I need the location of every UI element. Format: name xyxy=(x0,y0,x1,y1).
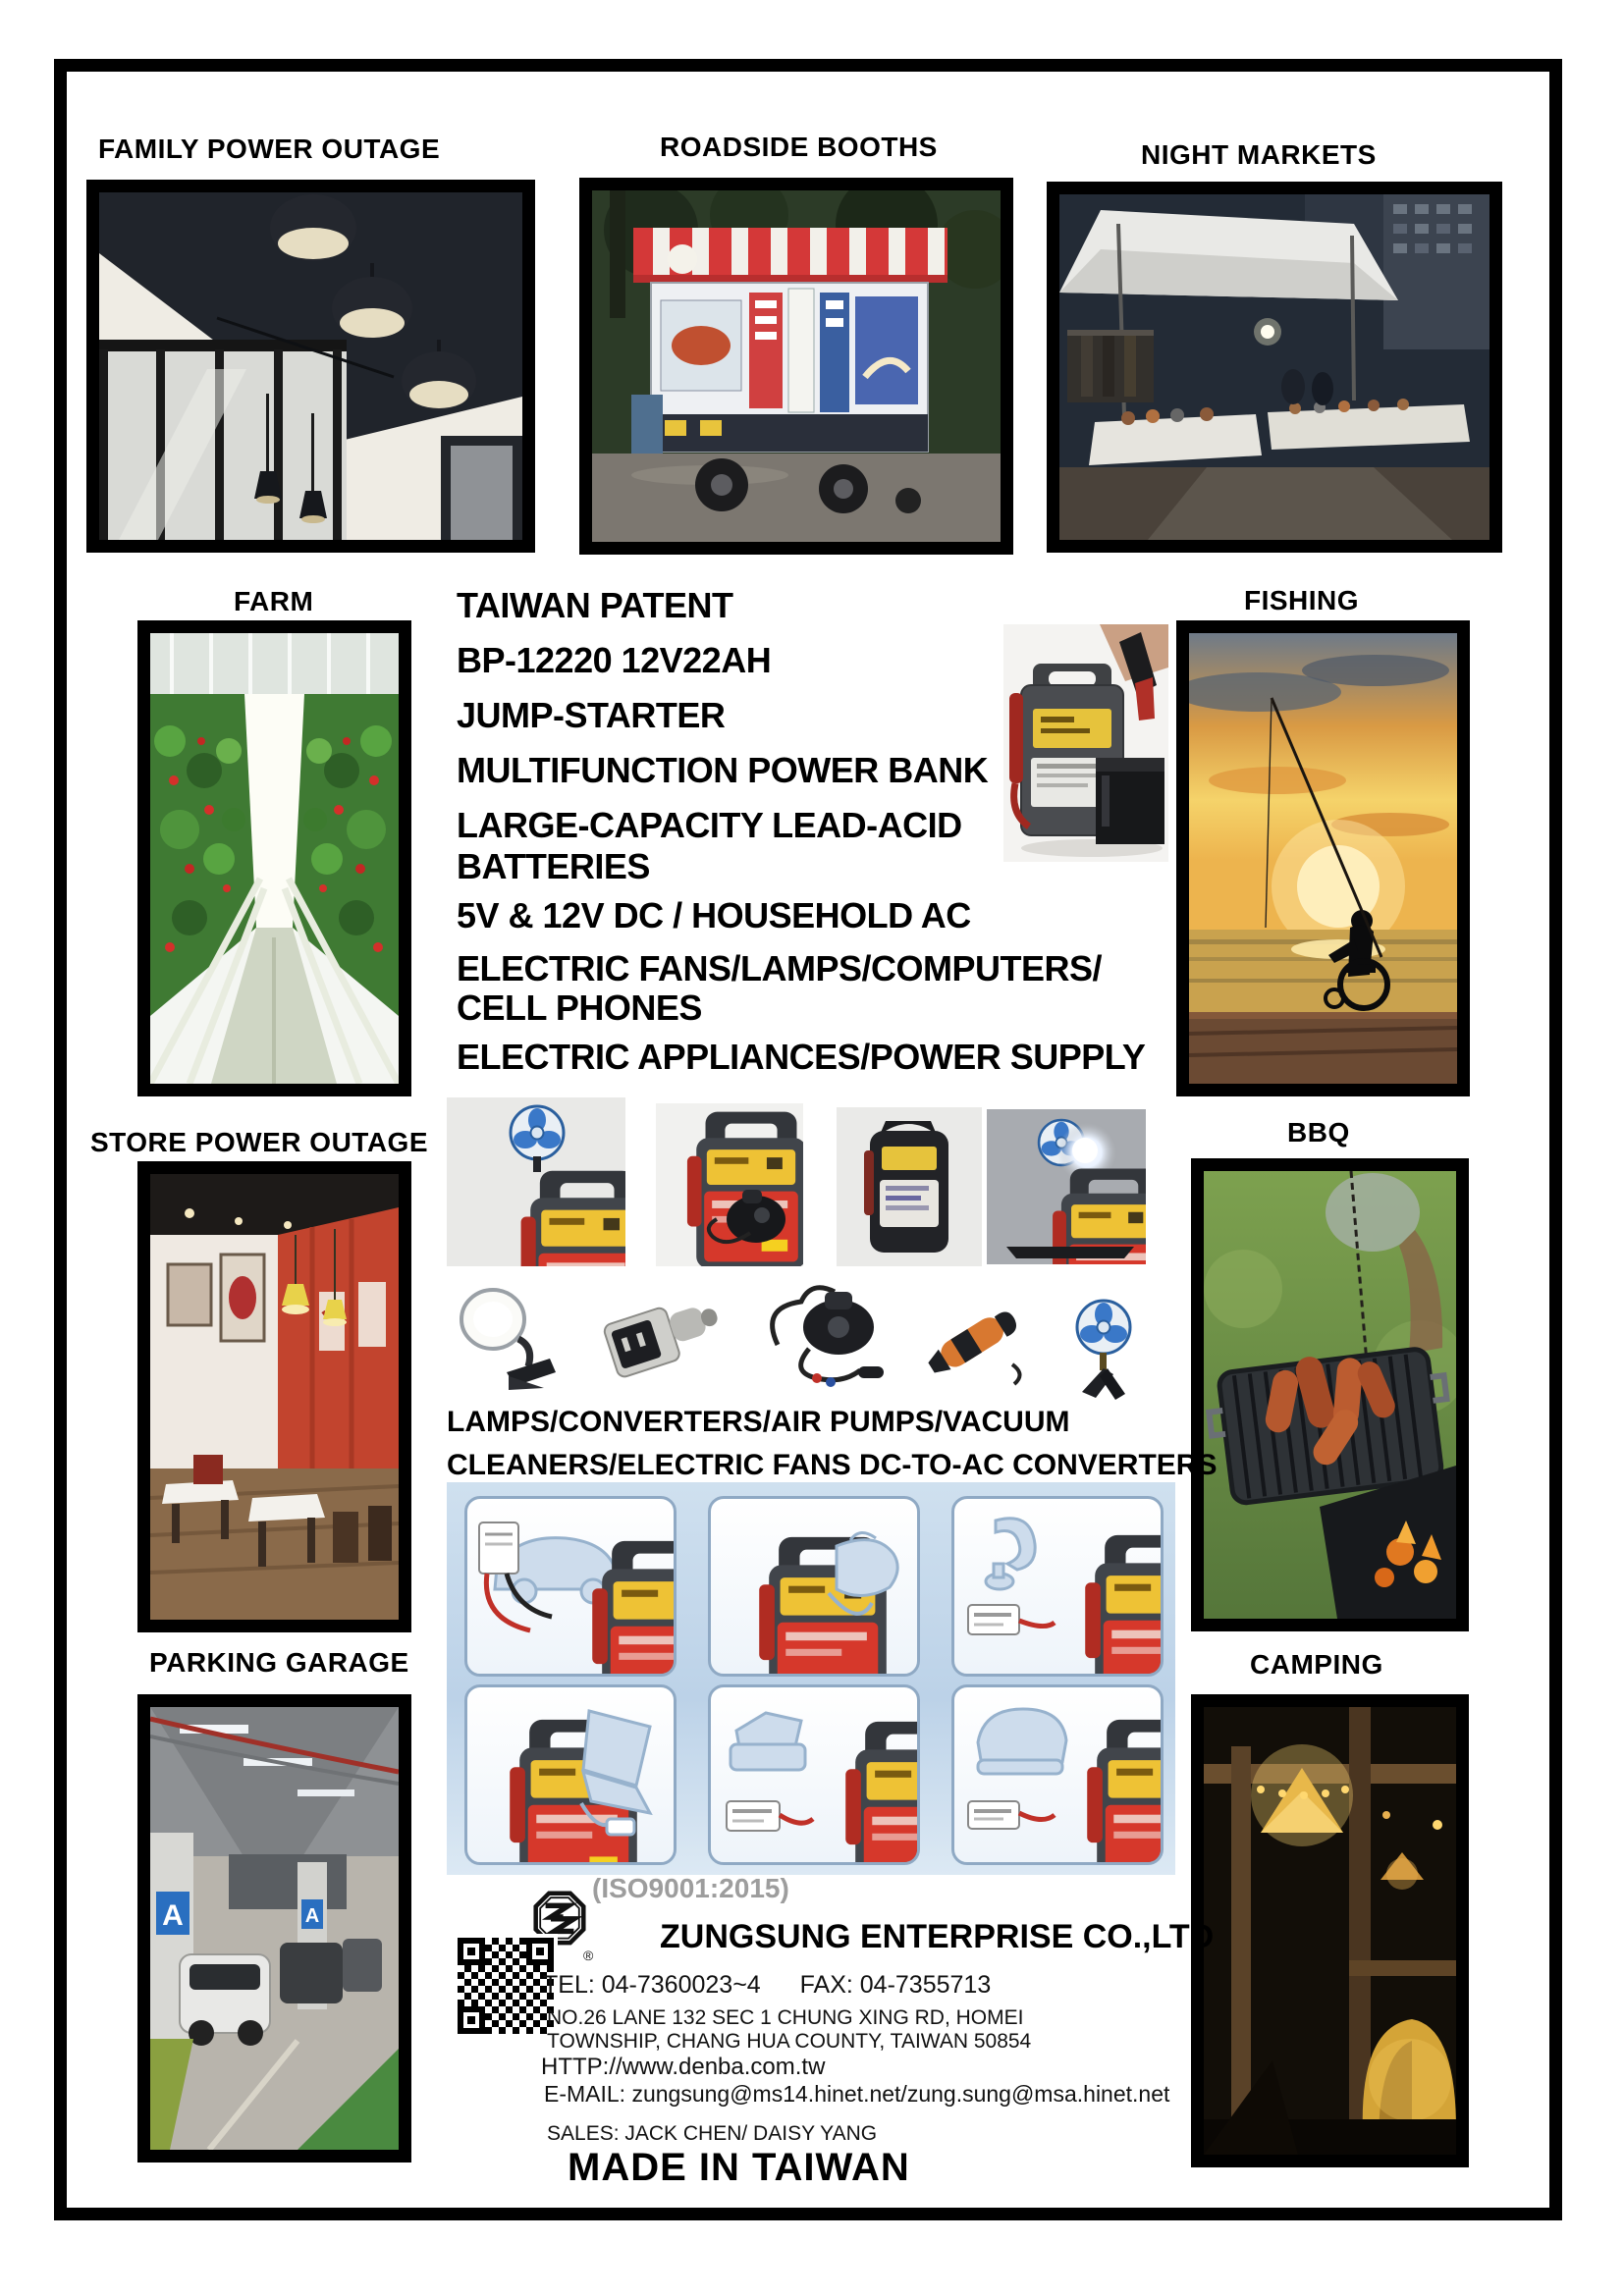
roadside-booths-photo xyxy=(579,178,1013,555)
clothes-rack xyxy=(1067,330,1154,402)
feature-fans-lamps: ELECTRIC FANS/LAMPS/COMPUTERS/ xyxy=(457,948,1103,988)
night-markets-illustration xyxy=(1059,194,1489,540)
product-fan-light-battery-photo xyxy=(987,1109,1146,1264)
label-parking-garage: PARKING GARAGE xyxy=(149,1647,409,1678)
phone-row xyxy=(543,1971,991,2000)
clip-fan-illustration xyxy=(1058,1298,1149,1400)
converter-box xyxy=(968,1801,1019,1829)
external-battery xyxy=(1096,758,1164,844)
diagram-panel-desk-lamp xyxy=(951,1496,1164,1677)
desk-lamp-usage-illustration xyxy=(954,1499,1161,1674)
store-power-outage-photo xyxy=(137,1161,411,1632)
laptop-usage-illustration xyxy=(467,1687,674,1862)
bbq-photo xyxy=(1191,1158,1469,1631)
jump-starter-illustration xyxy=(1003,624,1168,862)
camping-illustration xyxy=(1204,1707,1456,2155)
clip-lamp-illustration xyxy=(450,1282,566,1392)
white-suv xyxy=(180,1954,270,2046)
shopper-silhouette xyxy=(1281,369,1305,404)
website-url: HTTP://www.denba.com.tw xyxy=(541,2054,826,2080)
sales-contacts: SALES: JACK CHEN/ DAISY YANG xyxy=(547,2122,878,2145)
diagram-panel-printer xyxy=(708,1684,920,1865)
night-markets-photo xyxy=(1047,182,1502,553)
back-wall xyxy=(229,1854,347,1909)
diagram-panel-car-jumpstart xyxy=(464,1496,677,1677)
roadside-booths-illustration xyxy=(592,190,1001,542)
parking-zone-sign-2: A xyxy=(304,1905,320,1927)
accessories-caption-line1: LAMPS/CONVERTERS/AIR PUMPS/VACUUM xyxy=(447,1406,1070,1438)
awning-sign xyxy=(668,244,697,274)
ghost-printer xyxy=(731,1713,805,1770)
ghost-cooker xyxy=(978,1709,1066,1774)
qr-finder-tl xyxy=(458,1938,485,1965)
address-line2: TOWNSHIP, CHANG HUA COUNTY, TAIWAN 50854 xyxy=(547,2030,1032,2053)
usage-diagram xyxy=(447,1482,1175,1875)
family-power-outage-photo xyxy=(86,180,535,553)
red-chair xyxy=(193,1455,223,1484)
parking-zone-sign: A xyxy=(162,1899,184,1932)
product-airpump-battery-photo xyxy=(656,1103,803,1266)
qr-finder-tr xyxy=(526,1938,554,1965)
ghost-laptop xyxy=(583,1711,650,1813)
tree-trunk xyxy=(610,190,625,318)
converter-illustration xyxy=(589,1272,727,1388)
address-line1: NO.26 LANE 132 SEC 1 CHUNG XING RD, HOMEI xyxy=(547,2006,1024,2029)
company-name: ZUNGSUNG ENTERPRISE CO.,LTD xyxy=(660,1918,1215,1955)
diagram-panel-cooker xyxy=(951,1684,1164,1865)
label-roadside-booths: ROADSIDE BOOTHS xyxy=(660,132,938,162)
feature-taiwan-patent: TAIWAN PATENT xyxy=(457,585,733,625)
feature-batteries: BATTERIES xyxy=(457,846,650,886)
railing xyxy=(1349,1960,1456,1976)
feature-dc-ac: 5V & 12V DC / HOUSEHOLD AC xyxy=(457,895,971,935)
dome-light-1 xyxy=(270,194,356,261)
pier-deck xyxy=(1189,1012,1457,1084)
converter-box xyxy=(968,1605,1019,1634)
converter-box xyxy=(727,1801,780,1831)
accessories-caption-line2: CLEANERS/ELECTRIC FANS DC-TO-AC CONVERTERS xyxy=(447,1449,1218,1481)
feature-cell-phones: CELL PHONES xyxy=(457,988,702,1028)
red-cable xyxy=(1009,693,1023,783)
ghost-pump-bag xyxy=(837,1532,897,1595)
farm-photo xyxy=(137,620,411,1096)
fishing-illustration xyxy=(1189,633,1457,1084)
tel-number: TEL: 04-7360023~4 xyxy=(543,1971,761,1999)
car-jumpstart-illustration xyxy=(467,1499,674,1674)
product-vacuum-photo xyxy=(918,1288,1036,1388)
label-fishing: FISHING xyxy=(1244,585,1360,615)
cooker-usage-illustration xyxy=(954,1687,1161,1862)
diagram-panel-laptop xyxy=(464,1684,677,1865)
label-farm: FARM xyxy=(234,586,314,616)
registered-mark: ® xyxy=(583,1948,594,1963)
fan-battery-illustration xyxy=(447,1097,625,1266)
diagram-panel-air-pump xyxy=(708,1496,920,1677)
feature-model: BP-12220 12V22AH xyxy=(457,640,772,680)
made-in-taiwan: MADE IN TAIWAN xyxy=(568,2146,910,2189)
ghost-lamp xyxy=(986,1519,1035,1589)
label-camping: CAMPING xyxy=(1250,1649,1383,1680)
camping-photo xyxy=(1191,1694,1469,2167)
air-pump-illustration xyxy=(748,1276,910,1396)
qr-finder-bl xyxy=(458,2006,485,2034)
parking-garage-illustration xyxy=(150,1707,399,2150)
printer-usage-illustration xyxy=(711,1687,917,1862)
product-clip-lamp-photo xyxy=(450,1282,566,1392)
jump-starter-product-photo xyxy=(1003,624,1168,862)
wood-post-left xyxy=(1231,1746,1251,2155)
product-clip-fan-photo xyxy=(1058,1298,1149,1400)
product-battery-bag-photo xyxy=(837,1107,982,1266)
feature-power-bank: MULTIFUNCTION POWER BANK xyxy=(457,750,989,790)
product-air-pump-photo xyxy=(748,1276,910,1396)
email-address: E-MAIL: zungsung@ms14.hinet.net/zung.sung@msa.hinet.net xyxy=(544,2081,1170,2107)
blue-bin xyxy=(631,395,663,454)
vacuum-illustration xyxy=(918,1288,1036,1388)
product-fan-battery-photo xyxy=(447,1097,625,1266)
label-store-power-outage: STORE POWER OUTAGE xyxy=(90,1127,428,1157)
label-family-power-outage: FAMILY POWER OUTAGE xyxy=(98,133,441,164)
feature-lead-acid: LARGE-CAPACITY LEAD-ACID xyxy=(457,805,962,845)
bbq-illustration xyxy=(1204,1171,1456,1619)
feature-appliances: ELECTRIC APPLIANCES/POWER SUPPLY xyxy=(457,1037,1146,1077)
adapter xyxy=(607,1819,634,1835)
label-bbq: BBQ xyxy=(1287,1117,1350,1148)
air-pump-usage-illustration xyxy=(711,1499,917,1674)
parking-garage-photo xyxy=(137,1694,411,2163)
feature-jump-starter: JUMP-STARTER xyxy=(457,695,726,735)
store-interior-illustration xyxy=(150,1174,399,1620)
airpump-battery-illustration xyxy=(656,1103,803,1266)
product-converter-photo xyxy=(589,1272,727,1388)
battery-bag-illustration xyxy=(837,1107,982,1266)
fan-light-battery-illustration xyxy=(987,1109,1146,1264)
clamp-jaw xyxy=(1135,677,1155,721)
ground xyxy=(592,454,1001,542)
charger-box xyxy=(479,1522,518,1574)
family-power-outage-illustration xyxy=(99,192,522,540)
label-night-markets: NIGHT MARKETS xyxy=(1141,139,1377,170)
greenhouse-roof xyxy=(150,633,399,694)
fax-number: FAX: 04-7355713 xyxy=(799,1971,992,1999)
farm-illustration xyxy=(150,633,399,1084)
iso-certification: (ISO9001:2015) xyxy=(592,1873,789,1903)
fishing-photo xyxy=(1176,620,1470,1096)
dark-car xyxy=(280,1943,343,2003)
